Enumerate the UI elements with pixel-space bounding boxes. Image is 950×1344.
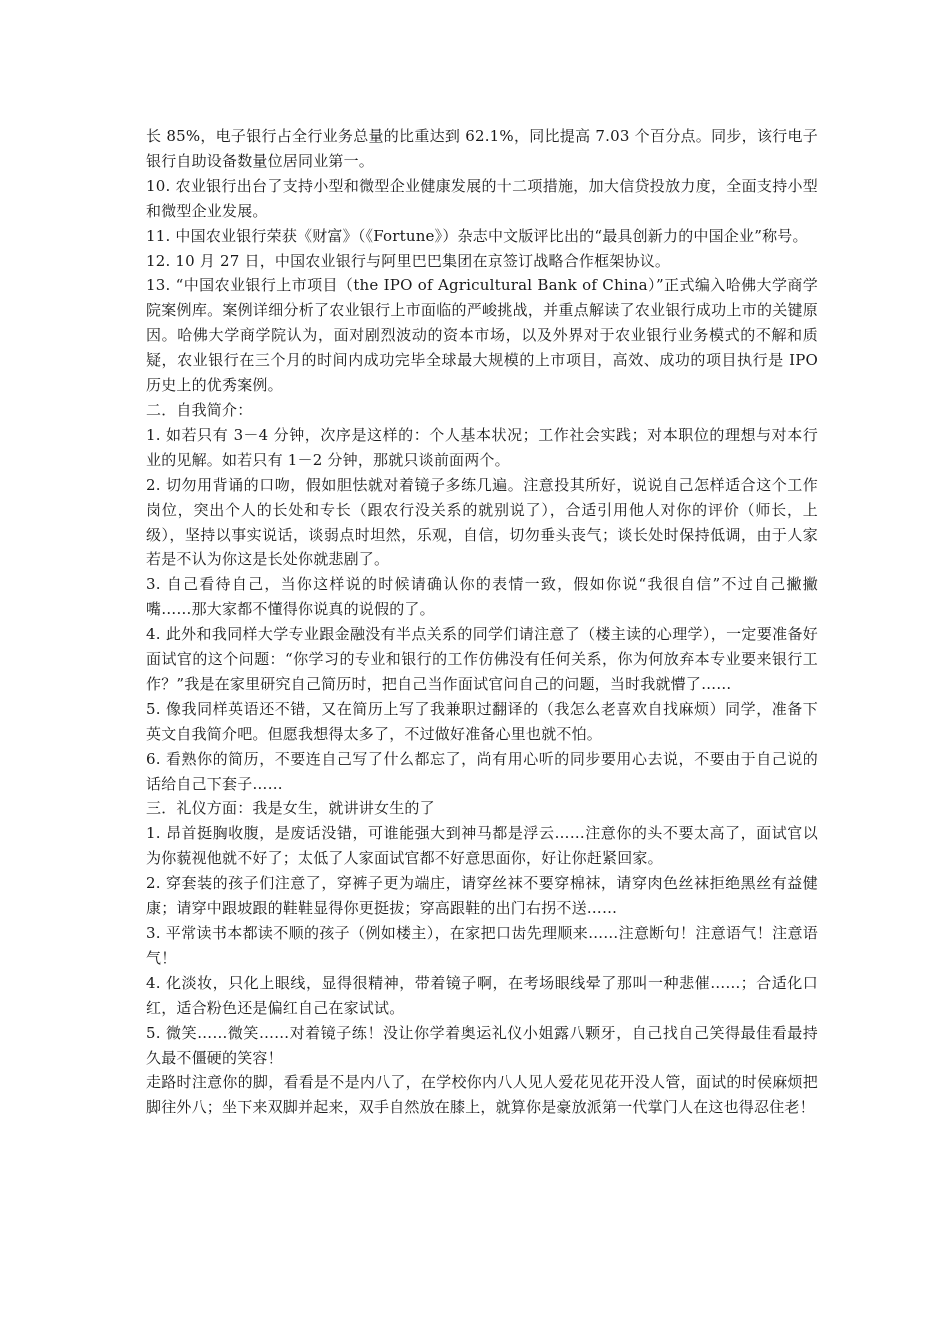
- self-intro-item-6: 6. 看熟你的简历，不要连自己写了什么都忘了，尚有用心听的同步要用心去说，不要由于自己说的话给自己下套子……: [146, 749, 818, 793]
- etiquette-item-1: 1. 昂首挺胸收腹，是废话没错，可谁能强大到神马都是浮云……注意你的头不要太高了，面试官以为你藐视他就不好了；太低了人家面试官都不好意思面你，好让你赶紧回家。: [146, 824, 818, 868]
- paragraph-item-10: 10. 农业银行出台了支持小型和微型企业健康发展的十二项措施，加大信贷投放力度，全面支持小型和微型企业发展。: [146, 176, 818, 220]
- paragraph-item-12: 12. 10 月 27 日，中国农业银行与阿里巴巴集团在京签订战略合作框架协议。: [146, 251, 671, 270]
- etiquette-item-2: 2. 穿套装的孩子们注意了，穿裤子更为端庄，请穿丝袜不要穿棉袜，请穿肉色丝袜拒绝黑丝有益健康；请穿中跟坡跟的鞋鞋显得你更挺拔；穿高跟鞋的出门右拐不送……: [146, 874, 818, 918]
- self-intro-item-1: 1. 如若只有 3－4 分钟，次序是这样的：个人基本状况；工作社会实践；对本职位的理想与对本行业的见解。如若只有 1－2 分钟，那就只谈前面两个。: [146, 425, 818, 469]
- document-body: [146, 124, 818, 1120]
- paragraph-ebank-growth: 长 85%，电子银行占全行业务总量的比重达到 62.1%，同比提高 7.03 个百分点。同步，该行电子银行自助设备数量位居同业第一。: [146, 127, 818, 170]
- etiquette-item-5: 5. 微笑……微笑……对着镜子练！没让你学着奥运礼仪小姐露八颗牙，自己找自己笑得最佳看最持久最不僵硬的笑容！: [146, 1023, 818, 1067]
- paragraph-item-13: 13. “中国农业银行上市项目（the IPO of Agricultural Bank of China）”正式编入哈佛大学商学院案例库。案例详细分析了农业银行上市面临的严峻挑战，并重点解读了农业银行成功上市的关键原因。哈佛大学商学院认为，面对剧烈波动的资本市场，以及外界对于农业银行业务模式的不解和质疑，农业银行在三个月的时间内成功完毕全球最大规模的上市项目，高效、成功的项目执行是 IPO 历史上的优秀案例。: [146, 276, 818, 395]
- self-intro-item-3: 3. 自己看待自己，当你这样说的时候请确认你的表情一致，假如你说“我很自信”不过自己撇撇嘴……那大家都不懂得你说真的说假的了。: [146, 575, 818, 619]
- etiquette-walking: 走路时注意你的脚，看看是不是内八了，在学校你内八人见人爱花见花开没人管，面试的时侯麻烦把脚往外八；坐下来双脚并起来，双手自然放在膝上，就算你是豪放派第一代掌门人在这也得忍住老！: [146, 1073, 818, 1117]
- paragraph-item-11: 11. 中国农业银行荣获《财富》（《Fortune》）杂志中文版评比出的“最具创新力的中国企业”称号。: [146, 226, 808, 245]
- etiquette-item-4: 4. 化淡妆，只化上眼线，显得很精神，带着镜子啊，在考场眼线晕了那叫一种悲催……；合适化口红，适合粉色还是偏红自己在家试试。: [146, 973, 818, 1017]
- self-intro-item-4: 4. 此外和我同样大学专业跟金融没有半点关系的同学们请注意了（楼主读的心理学），一定要准备好面试官的这个问题：“你学习的专业和银行的工作仿佛没有任何关系，你为何放弃本专业要来银行工作？”我是在家里研究自己简历时，把自己当作面试官问自己的问题，当时我就懵了……: [146, 625, 818, 693]
- section-heading-self-intro: 二．自我简介：: [146, 400, 253, 419]
- self-intro-item-5: 5. 像我同样英语还不错，又在简历上写了我兼职过翻译的（我怎么老喜欢自找麻烦）同学，准备下英文自我简介吧。但愿我想得太多了，不过做好准备心里也就不怕。: [146, 699, 818, 743]
- self-intro-item-2: 2. 切勿用背诵的口吻，假如胆怯就对着镜子多练几遍。注意投其所好，说说自己怎样适合这个工作岗位，突出个人的长处和专长（跟农行没关系的就别说了），合适引用他人对你的评价（师长，上级），坚持以事实说话，谈弱点时坦然，乐观，自信，切勿垂头丧气；谈长处时保持低调，由于人家若是不认为你这是长处你就悲剧了。: [146, 475, 818, 569]
- etiquette-item-3: 3. 平常读书本都读不顺的孩子（例如楼主），在家把口齿先理顺来……注意断句！注意语气！注意语气！: [146, 924, 818, 967]
- section-heading-etiquette: 三．礼仪方面：我是女生，就讲讲女生的了: [146, 799, 435, 818]
